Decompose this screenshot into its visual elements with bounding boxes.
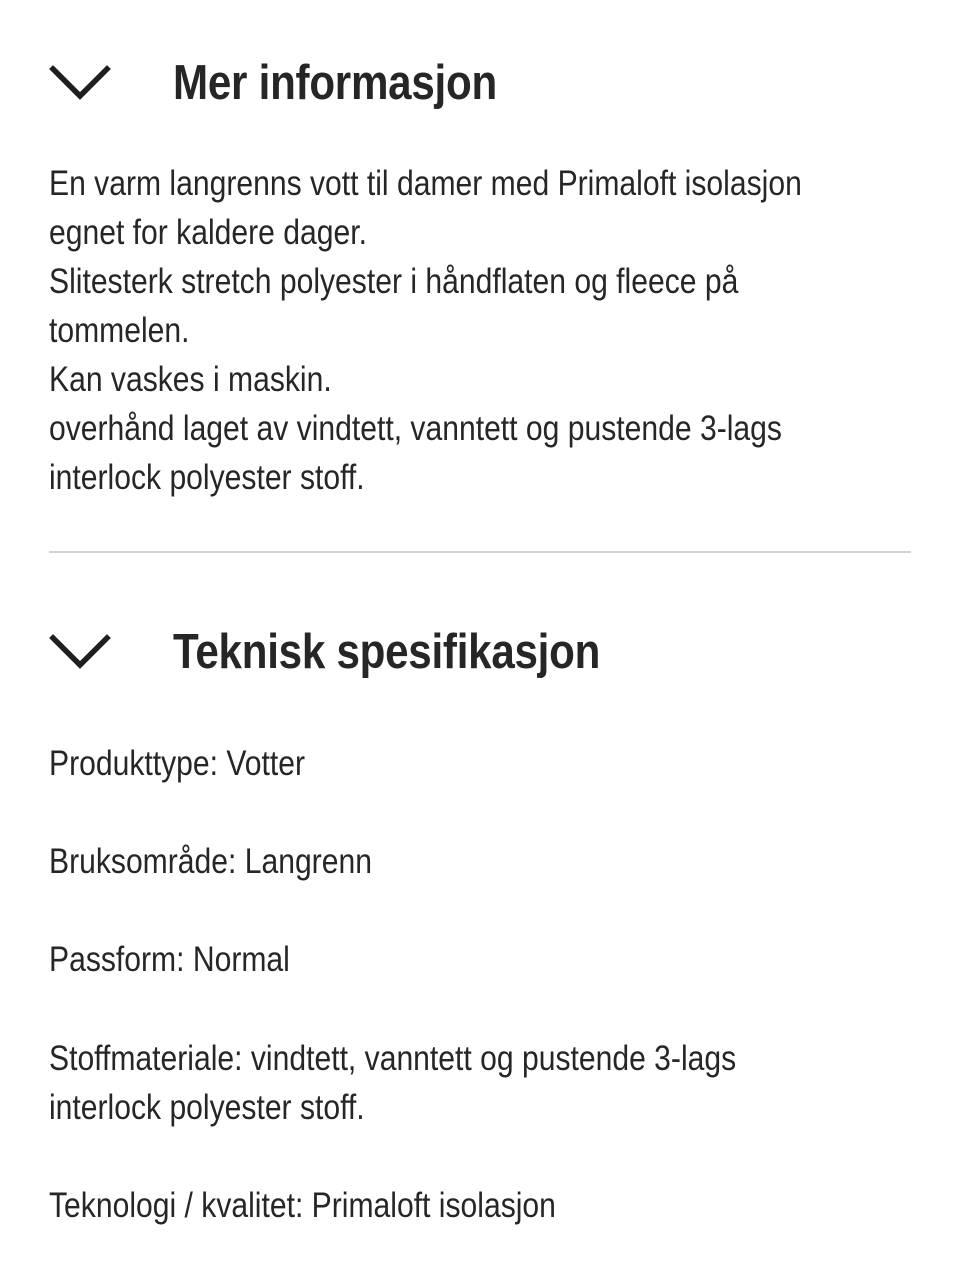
description-line: En varm langrenns vott til damer med Primaloft isolasjon — [49, 164, 802, 203]
spec-item-usage — [49, 837, 372, 886]
chevron-down-icon[interactable] — [49, 53, 139, 113]
tech-spec-title: Teknisk spesifikasjon — [173, 625, 601, 679]
section-divider — [49, 551, 911, 553]
description-line: overhånd laget av vindtett, vanntett og pustende 3-lags — [49, 409, 782, 448]
more-info-accordion-header[interactable] — [49, 53, 550, 113]
description-line: Slitesterk stretch polyester i håndflaten og fleece på — [49, 262, 739, 301]
spec-item-material — [49, 1034, 736, 1132]
spec-item-technology — [49, 1181, 556, 1230]
description-line: interlock polyester stoff. — [49, 458, 365, 497]
spec-line: Produkttype: Votter — [49, 744, 305, 783]
more-info-description — [49, 159, 926, 502]
spec-line: Teknologi / kvalitet: Primaloft isolasjon — [49, 1186, 556, 1225]
spec-line: Bruksområde: Langrenn — [49, 842, 372, 881]
description-line: egnet for kaldere dager. — [49, 213, 367, 252]
tech-spec-accordion-header[interactable] — [49, 622, 670, 682]
spec-line: Passform: Normal — [49, 940, 290, 979]
description-line: Kan vaskes i maskin. — [49, 360, 332, 399]
spec-line: Stoffmateriale: vindtett, vanntett og pustende 3-lags — [49, 1039, 737, 1078]
more-info-title: Mer informasjon — [173, 56, 497, 110]
description-line: tommelen. — [49, 311, 190, 350]
spec-item-product-type — [49, 739, 305, 788]
chevron-down-icon[interactable] — [49, 622, 139, 682]
spec-line: interlock polyester stoff. — [49, 1088, 365, 1127]
spec-item-fit — [49, 935, 290, 984]
